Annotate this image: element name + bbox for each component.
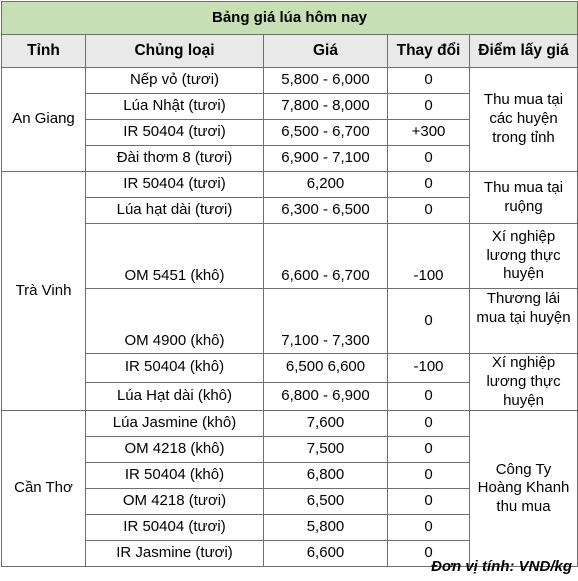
change-cell: 0 <box>388 437 470 463</box>
province-cell: Cần Thơ <box>2 411 86 567</box>
price-cell: 6,600 - 6,700 <box>264 224 388 289</box>
change-cell: 0 <box>388 411 470 437</box>
table-row <box>2 68 578 94</box>
change-cell: 0 <box>388 463 470 489</box>
variety-cell: OM 4900 (khô) <box>86 289 264 354</box>
price-cell: 5,800 <box>264 515 388 541</box>
header-change: Thay đổi <box>388 35 470 68</box>
province-cell: Trà Vinh <box>2 172 86 411</box>
variety-cell: Nếp vỏ (tươi) <box>86 68 264 94</box>
change-cell: 0 <box>388 382 470 411</box>
change-cell: 0 <box>388 541 470 567</box>
title-row <box>2 2 578 35</box>
variety-cell: IR 50404 (khô) <box>86 463 264 489</box>
change-cell: 0 <box>388 289 470 354</box>
table-row <box>2 172 578 198</box>
variety-cell: Lúa Hạt dài (khô) <box>86 382 264 411</box>
price-cell: 6,200 <box>264 172 388 198</box>
price-cell: 6,900 - 7,100 <box>264 146 388 172</box>
change-cell: -100 <box>388 354 470 383</box>
table-row <box>2 411 578 437</box>
change-cell: 0 <box>388 515 470 541</box>
price-cell: 7,800 - 8,000 <box>264 94 388 120</box>
location-cell: Công Ty Hoàng Khanh thu mua <box>470 411 578 567</box>
header-row <box>2 35 578 68</box>
variety-cell: Lúa Jasmine (khô) <box>86 411 264 437</box>
variety-cell: IR 50404 (tươi) <box>86 515 264 541</box>
variety-cell: Đài thơm 8 (tươi) <box>86 146 264 172</box>
price-cell: 6,500 - 6,700 <box>264 120 388 146</box>
table-row <box>2 354 578 383</box>
change-cell: 0 <box>388 489 470 515</box>
unit-note: Đơn vị tính: VND/kg <box>431 558 572 575</box>
change-cell: 0 <box>388 68 470 94</box>
table-row <box>2 289 578 354</box>
price-cell: 6,600 <box>264 541 388 567</box>
variety-cell: Lúa Nhật (tươi) <box>86 94 264 120</box>
table-row <box>2 224 578 289</box>
price-cell: 6,300 - 6,500 <box>264 198 388 224</box>
price-cell: 6,800 - 6,900 <box>264 382 388 411</box>
variety-cell: IR Jasmine (tươi) <box>86 541 264 567</box>
variety-cell: IR 50404 (tươi) <box>86 172 264 198</box>
location-cell: Thương lái mua tại huyện <box>470 289 578 354</box>
location-cell: Xí nghiệp lương thực huyện <box>470 354 578 411</box>
header-location: Điểm lấy giá <box>470 35 578 68</box>
variety-cell: OM 5451 (khô) <box>86 224 264 289</box>
variety-cell: OM 4218 (khô) <box>86 437 264 463</box>
change-cell: +300 <box>388 120 470 146</box>
variety-cell: IR 50404 (khô) <box>86 354 264 383</box>
rice-price-table <box>1 1 578 567</box>
price-cell: 5,800 - 6,000 <box>264 68 388 94</box>
price-cell: 6,500 <box>264 489 388 515</box>
change-cell: 0 <box>388 94 470 120</box>
price-cell: 6,500 6,600 <box>264 354 388 383</box>
price-cell: 7,100 - 7,300 <box>264 289 388 354</box>
variety-cell: IR 50404 (tươi) <box>86 120 264 146</box>
location-cell: Thu mua tại các huyện trong tỉnh <box>470 68 578 172</box>
change-cell: -100 <box>388 224 470 289</box>
change-cell: 0 <box>388 172 470 198</box>
change-cell: 0 <box>388 198 470 224</box>
change-cell: 0 <box>388 146 470 172</box>
location-cell: Thu mua tại ruộng <box>470 172 578 224</box>
price-cell: 6,800 <box>264 463 388 489</box>
price-cell: 7,600 <box>264 411 388 437</box>
variety-cell: Lúa hạt dài (tươi) <box>86 198 264 224</box>
table-title: Bảng giá lúa hôm nay <box>2 2 578 35</box>
header-variety: Chủng loại <box>86 35 264 68</box>
location-cell: Xí nghiệp lương thực huyện <box>470 224 578 289</box>
province-cell: An Giang <box>2 68 86 172</box>
price-cell: 7,500 <box>264 437 388 463</box>
variety-cell: OM 4218 (tươi) <box>86 489 264 515</box>
header-price: Giá <box>264 35 388 68</box>
header-province: Tỉnh <box>2 35 86 68</box>
